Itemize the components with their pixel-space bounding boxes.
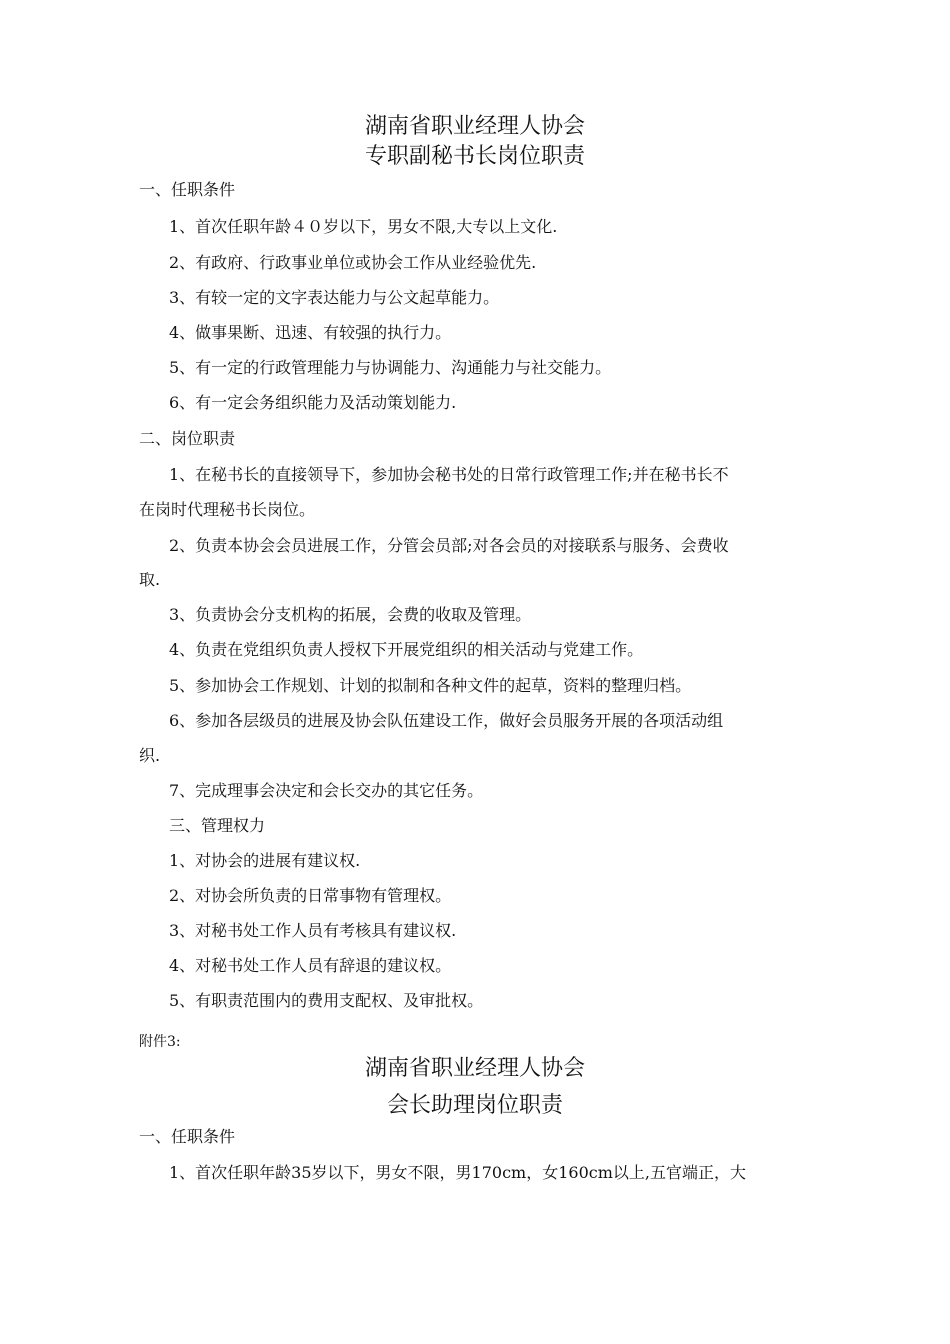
power-item: 5、有职责范围内的费用支配权、及审批权。 — [169, 991, 484, 1010]
doc-title-line-1: 湖南省职业经理人协会 — [364, 114, 585, 139]
duty-item: 2、负责本协会会员进展工作，分管会员部;对各会员的对接联系与服务、会费收 — [169, 536, 729, 555]
duty-item: 7、完成理事会决定和会长交办的其它任务。 — [169, 781, 484, 800]
requirement-item: 2、有政府、行政事业单位或协会工作从业经验优先. — [169, 253, 537, 272]
section-heading: 二、岗位职责 — [139, 429, 236, 448]
section-heading: 一、任职条件 — [139, 180, 236, 199]
power-item: 1、对协会的进展有建议权. — [169, 851, 361, 870]
duty-item-continued: 在岗时代理秘书长岗位。 — [139, 500, 316, 519]
requirement-item: 1、首次任职年龄35岁以下，男女不限，男170cm，女160cm以上,五官端正，大 — [169, 1163, 746, 1182]
requirement-item: 5、有一定的行政管理能力与协调能力、沟通能力与社交能力。 — [169, 358, 612, 377]
duty-item-continued: 取. — [139, 570, 161, 589]
section-heading: 一、任职条件 — [139, 1127, 236, 1146]
requirement-item: 4、做事果断、迅速、有较强的执行力。 — [169, 323, 452, 342]
doc-title-line-2: 专职副秘书长岗位职责 — [364, 144, 585, 169]
power-item: 2、对协会所负责的日常事物有管理权。 — [169, 886, 452, 905]
duty-item: 3、负责协会分支机构的拓展，会费的收取及管理。 — [169, 605, 532, 624]
requirement-item: 3、有较一定的文字表达能力与公文起草能力。 — [169, 288, 500, 307]
duty-item-continued: 织. — [139, 746, 161, 765]
doc2-title-line-2: 会长助理岗位职责 — [386, 1093, 563, 1118]
requirement-item: 6、有一定会务组织能力及活动策划能力. — [169, 393, 457, 412]
power-item: 3、对秘书处工作人员有考核具有建议权. — [169, 921, 457, 940]
section-heading: 三、管理权力 — [169, 816, 266, 835]
duty-item: 6、参加各层级员的进展及协会队伍建设工作，做好会员服务开展的各项活动组 — [169, 711, 724, 730]
attachment-label: 附件3: — [139, 1034, 181, 1050]
duty-item: 5、参加协会工作规划、计划的拟制和各种文件的起草，资料的整理归档。 — [169, 676, 692, 695]
doc2-title-line-1: 湖南省职业经理人协会 — [364, 1056, 585, 1081]
duty-item: 1、在秘书长的直接领导下，参加协会秘书处的日常行政管理工作;并在秘书长不 — [169, 465, 729, 484]
requirement-item: 1、首次任职年龄４０岁以下，男女不限,大专以上文化. — [169, 217, 558, 236]
duty-item: 4、负责在党组织负责人授权下开展党组织的相关活动与党建工作。 — [169, 640, 644, 659]
power-item: 4、对秘书处工作人员有辞退的建议权。 — [169, 956, 452, 975]
